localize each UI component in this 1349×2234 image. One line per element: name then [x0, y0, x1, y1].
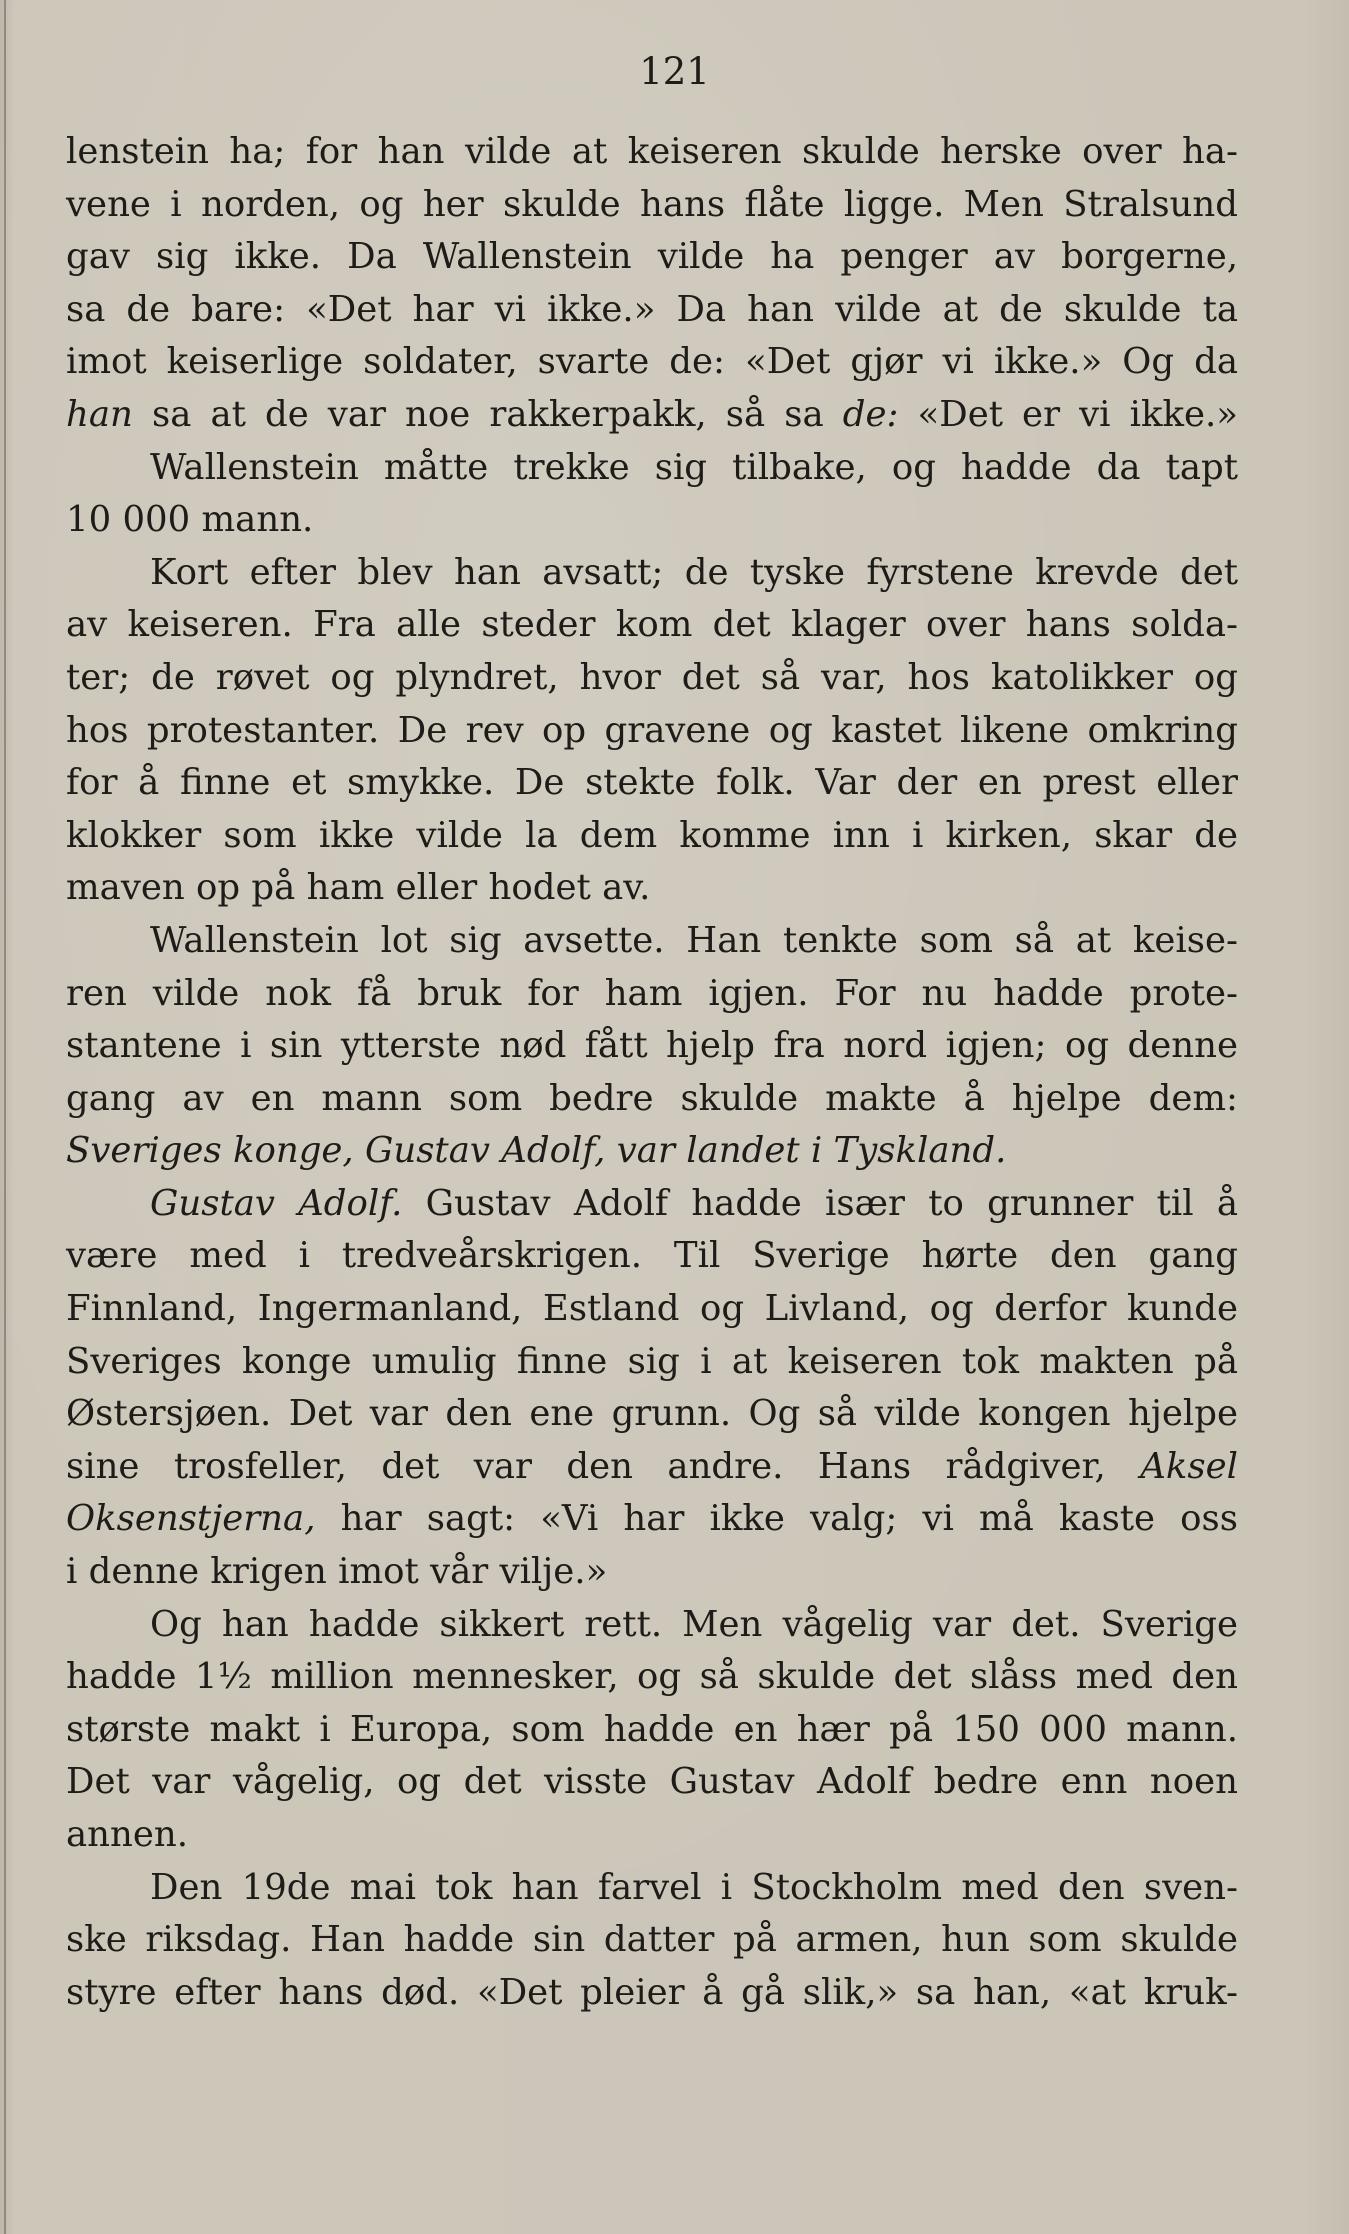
text-segment: gav sig ikke. Da Wallenstein vilde ha penger av borgerne, [66, 236, 1238, 278]
text-line [66, 1967, 1238, 2020]
text-line [66, 126, 1238, 179]
text-segment: sine trosfeller, det var den andre. Hans rådgiver, [66, 1445, 1141, 1487]
text-line [66, 1599, 1238, 1652]
page-number: 121 [639, 50, 710, 93]
text-segment: annen. [66, 1814, 189, 1855]
text-segment: Den 19de mai tok han farvel i Stockholm med den sven- [150, 1866, 1238, 1908]
text-line [66, 1336, 1238, 1389]
text-segment: maven op på ham eller hodet av. [66, 867, 651, 909]
text-segment: Finnland, Ingermanland, Estland og Livland, og derfor kunde [66, 1288, 1238, 1330]
text-line [66, 915, 1238, 968]
text-segment: Wallenstein måtte trekke sig tilbake, og hadde da tapt [150, 446, 1238, 488]
text-line [66, 1493, 1238, 1546]
text-segment: Gustav Adolf hadde især to grunner til å [402, 1182, 1238, 1224]
text-line [66, 599, 1238, 652]
text-segment: vene i norden, og her skulde hans flåte ligge. Men Stralsund [66, 183, 1238, 225]
text-segment: Kort efter blev han avsatt; de tyske fyrstene krevde det [150, 551, 1238, 593]
text-line [66, 389, 1238, 442]
text-segment: Sveriges konge umulig finne sig i at keiseren tok makten på [66, 1340, 1238, 1382]
text-line [66, 1546, 1238, 1599]
text-segment: være med i tredveårskrigen. Til Sverige hørte den gang [66, 1235, 1238, 1277]
text-line [66, 231, 1238, 284]
text-line [66, 494, 1238, 547]
text-segment: ren vilde nok få bruk for ham igjen. For nu hadde prote- [66, 972, 1238, 1014]
text-line [66, 1230, 1238, 1283]
text-segment: i denne krigen imot vår vilje.» [66, 1551, 608, 1593]
italic-text-segment: Gustav Adolf. [150, 1182, 403, 1224]
text-line [66, 1125, 1238, 1178]
text-line [66, 968, 1238, 1021]
text-line [66, 1862, 1238, 1915]
text-line [66, 1178, 1238, 1231]
text-segment: har sagt: «Vi har ikke valg; vi må kaste oss [315, 1498, 1238, 1540]
text-segment: for å finne et smykke. De stekte folk. Var der en prest eller [66, 762, 1238, 804]
text-segment: ske riksdag. Han hadde sin datter på armen, hun som skulde [66, 1919, 1238, 1961]
text-segment: styre efter hans død. «Det pleier å gå slik,» sa han, «at kruk- [66, 1971, 1238, 2013]
text-segment: sa at de var noe rakkerpakk, så sa [132, 393, 843, 435]
text-segment: stantene i sin ytterste nød fått hjelp fra nord igjen; og denne [66, 1025, 1238, 1067]
text-line [66, 1651, 1238, 1704]
italic-text-segment: Oksenstjerna, [66, 1498, 316, 1540]
text-segment: hadde 1½ million mennesker, og så skulde det slåss med den [66, 1656, 1238, 1698]
text-segment: ter; de røvet og plyndret, hvor det så var, hos katolikker og [66, 656, 1238, 698]
text-line [66, 757, 1238, 810]
text-line [66, 652, 1238, 705]
italic-text-segment: Aksel [1140, 1445, 1238, 1487]
page-gutter-edge [4, 0, 6, 2234]
text-segment: største makt i Europa, som hadde en hær på 150 000 mann. [66, 1708, 1238, 1750]
text-line [66, 1441, 1238, 1494]
text-line [66, 284, 1238, 337]
text-segment: Østersjøen. Det var den ene grunn. Og så vilde kongen hjelpe [66, 1393, 1238, 1435]
text-segment: gang av en mann som bedre skulde makte å hjelpe dem: [66, 1077, 1238, 1119]
text-segment: av keiseren. Fra alle steder kom det klager over hans solda- [66, 604, 1238, 646]
italic-text-segment: han [66, 393, 133, 435]
text-line [66, 1073, 1238, 1126]
italic-text-segment: de: [842, 393, 899, 435]
text-line [66, 705, 1238, 758]
text-segment: klokker som ikke vilde la dem komme inn i kirken, skar de [66, 814, 1238, 856]
text-segment: imot keiserlige soldater, svarte de: «Det gjør vi ikke.» Og da [66, 341, 1238, 383]
text-line [66, 1756, 1238, 1809]
text-segment: «Det er vi ikke.» [898, 393, 1238, 435]
text-line [66, 179, 1238, 232]
text-line [66, 862, 1238, 915]
text-segment: sa de bare: «Det har vi ikke.» Da han vilde at de skulde ta [66, 288, 1238, 330]
text-segment: Wallenstein lot sig avsette. Han tenkte som så at keise- [150, 919, 1238, 961]
text-segment: 10 000 mann. [66, 499, 314, 541]
text-line [66, 1704, 1238, 1757]
text-line [66, 1914, 1238, 1967]
text-segment: Og han hadde sikkert rett. Men vågelig var det. Sverige [150, 1603, 1238, 1645]
text-line [66, 1283, 1238, 1336]
text-segment: Det var vågelig, og det visste Gustav Adolf bedre enn noen [66, 1761, 1238, 1803]
text-line [66, 1388, 1238, 1441]
italic-text-segment: Sveriges konge, Gustav Adolf, var landet i Tyskland. [66, 1130, 1007, 1172]
text-line [66, 442, 1238, 495]
text-line [66, 1020, 1238, 1073]
text-segment: hos protestanter. De rev op gravene og kastet likene omkring [66, 709, 1238, 751]
body-text [66, 126, 1238, 2019]
text-line [66, 336, 1238, 389]
text-segment: lenstein ha; for han vilde at keiseren skulde herske over ha- [66, 131, 1238, 172]
text-line [66, 1809, 1238, 1862]
text-line [66, 547, 1238, 600]
text-line [66, 810, 1238, 863]
